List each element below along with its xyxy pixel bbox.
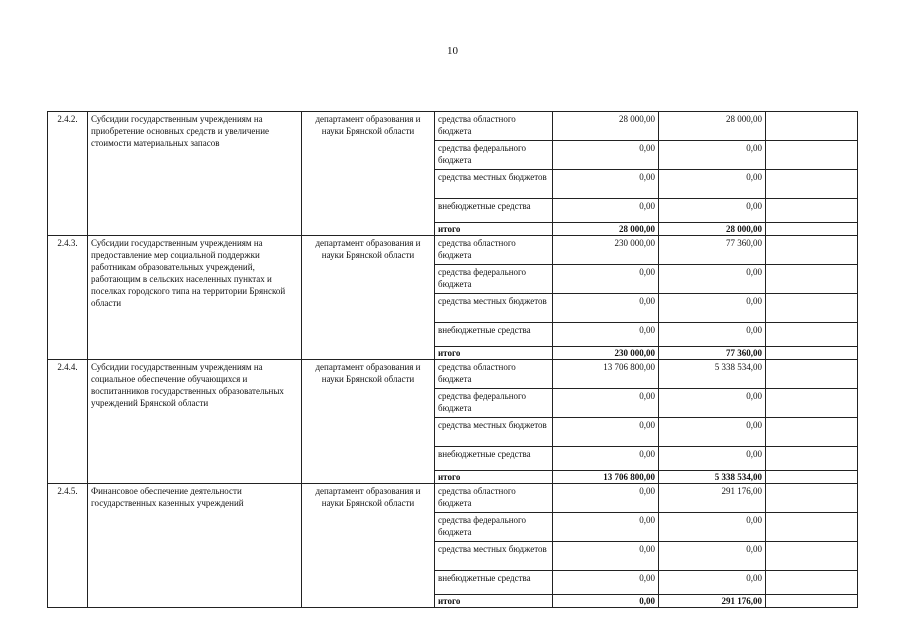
amount-actual: 0,00 — [659, 542, 766, 571]
amount-actual: 0,00 — [659, 141, 766, 170]
amount-planned: 0,00 — [553, 542, 659, 571]
empty-cell — [766, 236, 858, 265]
empty-cell — [766, 323, 858, 347]
section-code: 2.4.2. — [48, 112, 88, 236]
total-label: итого — [435, 595, 553, 608]
amount-actual: 291 176,00 — [659, 484, 766, 513]
funding-source: средства местных бюджетов — [435, 294, 553, 323]
amount-planned: 28 000,00 — [553, 112, 659, 141]
amount-planned: 0,00 — [553, 141, 659, 170]
section-code: 2.4.5. — [48, 484, 88, 608]
total-planned: 28 000,00 — [553, 223, 659, 236]
empty-cell — [766, 484, 858, 513]
amount-planned: 0,00 — [553, 170, 659, 199]
page-number: 10 — [447, 45, 458, 57]
funding-source: средства федерального бюджета — [435, 141, 553, 170]
amount-planned: 0,00 — [553, 265, 659, 294]
empty-cell — [766, 595, 858, 608]
total-label: итого — [435, 471, 553, 484]
section-executor: департамент образования и науки Брянской области — [302, 236, 435, 360]
empty-cell — [766, 418, 858, 447]
section-code: 2.4.4. — [48, 360, 88, 484]
amount-actual: 0,00 — [659, 418, 766, 447]
amount-actual: 0,00 — [659, 571, 766, 595]
funding-source: средства федерального бюджета — [435, 389, 553, 418]
funding-source: средства областного бюджета — [435, 236, 553, 265]
empty-cell — [766, 223, 858, 236]
amount-actual: 0,00 — [659, 513, 766, 542]
section-name: Субсидии государственным учреждениям на социальное обеспечение обучающихся и воспитанников государственных образовательных учреждений Брянской области — [88, 360, 302, 484]
amount-actual: 0,00 — [659, 447, 766, 471]
empty-cell — [766, 141, 858, 170]
amount-planned: 0,00 — [553, 323, 659, 347]
section-name: Субсидии государственным учреждениям на предоставление мер социальной поддержки работникам образовательных учреждений, работающим в сельских населенных пунктах и поселках городского типа на территории Брянской области — [88, 236, 302, 360]
section-executor: департамент образования и науки Брянской области — [302, 484, 435, 608]
section-executor: департамент образования и науки Брянской области — [302, 360, 435, 484]
funding-source: внебюджетные средства — [435, 199, 553, 223]
empty-cell — [766, 294, 858, 323]
amount-planned: 0,00 — [553, 418, 659, 447]
funding-source: средства местных бюджетов — [435, 542, 553, 571]
amount-planned: 0,00 — [553, 389, 659, 418]
empty-cell — [766, 471, 858, 484]
funding-source: средства областного бюджета — [435, 484, 553, 513]
table-row — [48, 236, 858, 265]
amount-actual: 0,00 — [659, 389, 766, 418]
empty-cell — [766, 571, 858, 595]
total-planned: 230 000,00 — [553, 347, 659, 360]
amount-actual: 5 338 534,00 — [659, 360, 766, 389]
total-actual: 291 176,00 — [659, 595, 766, 608]
total-actual: 5 338 534,00 — [659, 471, 766, 484]
empty-cell — [766, 265, 858, 294]
amount-actual: 0,00 — [659, 265, 766, 294]
amount-planned: 0,00 — [553, 484, 659, 513]
empty-cell — [766, 199, 858, 223]
empty-cell — [766, 389, 858, 418]
empty-cell — [766, 170, 858, 199]
amount-actual: 77 360,00 — [659, 236, 766, 265]
empty-cell — [766, 360, 858, 389]
amount-planned: 0,00 — [553, 571, 659, 595]
funding-source: средства местных бюджетов — [435, 170, 553, 199]
section-code: 2.4.3. — [48, 236, 88, 360]
total-planned: 0,00 — [553, 595, 659, 608]
funding-source: средства федерального бюджета — [435, 513, 553, 542]
total-label: итого — [435, 347, 553, 360]
funding-source: внебюджетные средства — [435, 571, 553, 595]
amount-planned: 230 000,00 — [553, 236, 659, 265]
amount-actual: 0,00 — [659, 199, 766, 223]
section-name: Субсидии государственным учреждениям на приобретение основных средств и увеличение стоимости материальных запасов — [88, 112, 302, 236]
funding-source: средства областного бюджета — [435, 112, 553, 141]
funding-source: средства федерального бюджета — [435, 265, 553, 294]
amount-actual: 0,00 — [659, 323, 766, 347]
amount-planned: 13 706 800,00 — [553, 360, 659, 389]
empty-cell — [766, 542, 858, 571]
total-actual: 77 360,00 — [659, 347, 766, 360]
funding-source: внебюджетные средства — [435, 447, 553, 471]
total-actual: 28 000,00 — [659, 223, 766, 236]
amount-planned: 0,00 — [553, 294, 659, 323]
amount-planned: 0,00 — [553, 447, 659, 471]
table-row — [48, 484, 858, 513]
amount-planned: 0,00 — [553, 513, 659, 542]
table-row — [48, 360, 858, 389]
amount-actual: 0,00 — [659, 294, 766, 323]
empty-cell — [766, 112, 858, 141]
amount-actual: 28 000,00 — [659, 112, 766, 141]
empty-cell — [766, 347, 858, 360]
empty-cell — [766, 447, 858, 471]
funding-source: средства местных бюджетов — [435, 418, 553, 447]
funding-source: средства областного бюджета — [435, 360, 553, 389]
total-label: итого — [435, 223, 553, 236]
total-planned: 13 706 800,00 — [553, 471, 659, 484]
empty-cell — [766, 513, 858, 542]
amount-planned: 0,00 — [553, 199, 659, 223]
section-executor: департамент образования и науки Брянской области — [302, 112, 435, 236]
funding-source: внебюджетные средства — [435, 323, 553, 347]
section-name: Финансовое обеспечение деятельности государственных казенных учреждений — [88, 484, 302, 608]
budget-table — [47, 111, 858, 608]
amount-actual: 0,00 — [659, 170, 766, 199]
table-row — [48, 112, 858, 141]
